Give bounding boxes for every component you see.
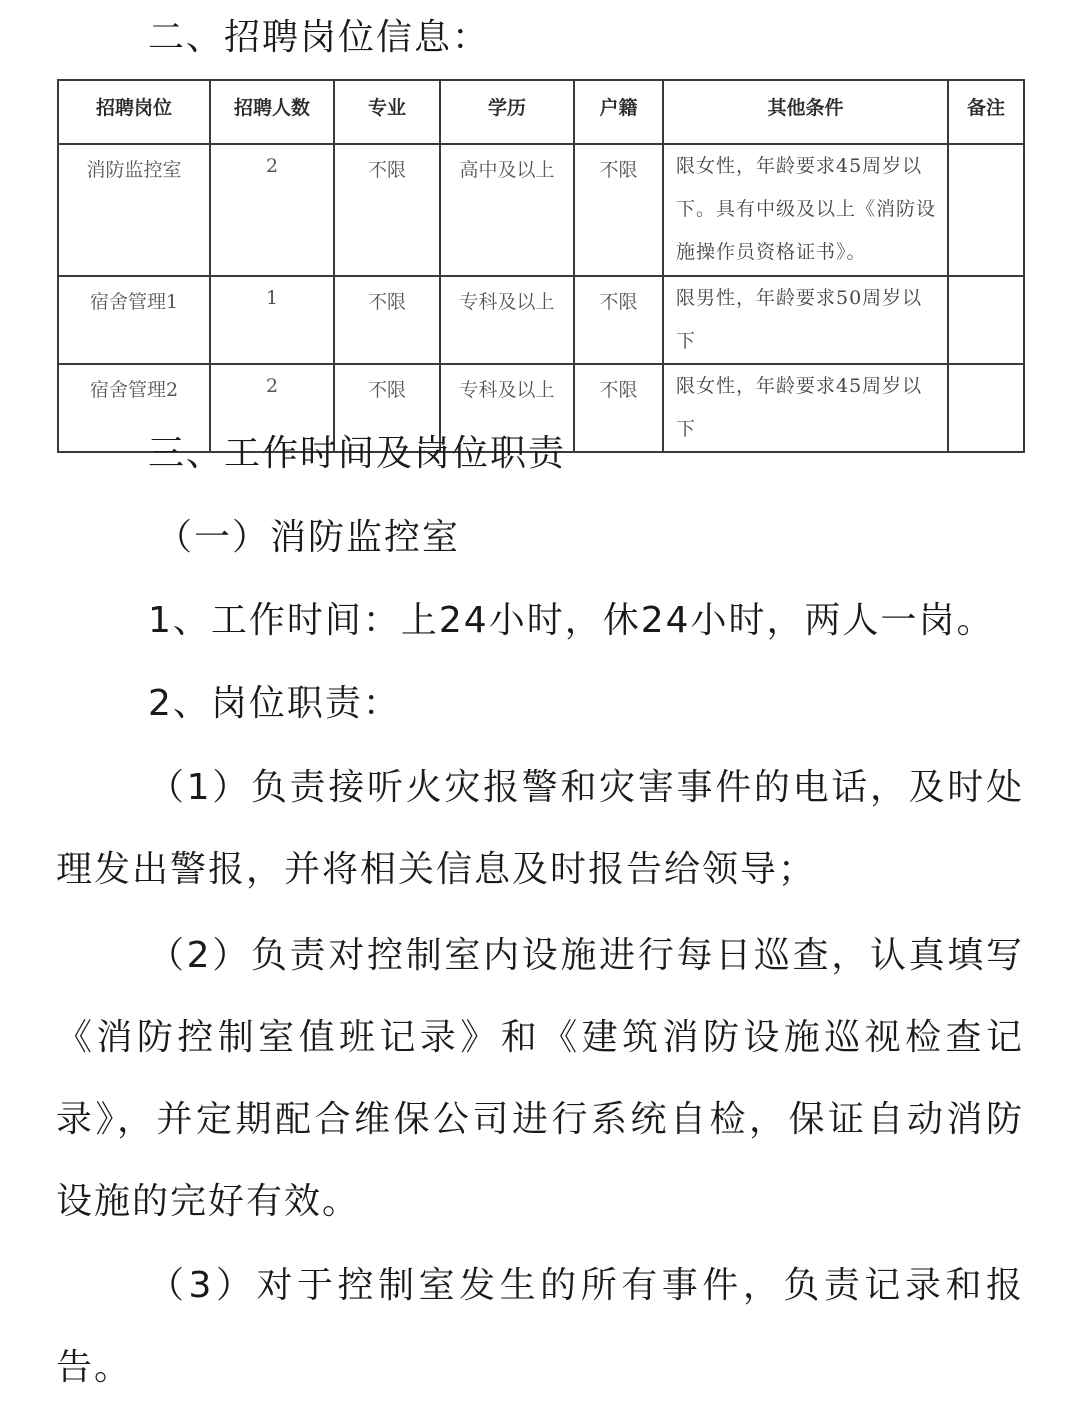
cell-count: 1 <box>210 276 334 364</box>
cell-major: 不限 <box>334 144 440 276</box>
work-time-line: 1、工作时间：上24小时，休24小时，两人一岗。 <box>148 600 995 641</box>
cell-education: 高中及以上 <box>440 144 574 276</box>
cell-count: 2 <box>210 144 334 276</box>
header-education: 学历 <box>440 80 574 144</box>
table-row <box>58 144 1024 276</box>
duties-title: 2、岗位职责： <box>148 683 401 724</box>
cell-remark <box>948 144 1024 276</box>
cell-count: 2 <box>210 364 334 452</box>
cell-other: 限女性，年龄要求45周岁以下。具有中级及以上《消防设施操作员资格证书》。 <box>663 144 948 276</box>
subsection-fire-control-room: （一）消防监控室 <box>156 517 461 558</box>
header-count: 招聘人数 <box>210 80 334 144</box>
duty-item-3: （3）对于控制室发生的所有事件，负责记录和报告。 <box>56 1265 1024 1388</box>
cell-education: 专科及以上 <box>440 276 574 364</box>
cell-position: 宿舍管理2 <box>58 364 210 452</box>
cell-position: 宿舍管理1 <box>58 276 210 364</box>
cell-position: 消防监控室 <box>58 144 210 276</box>
cell-major: 不限 <box>334 364 440 452</box>
header-remark: 备注 <box>948 80 1024 144</box>
recruitment-table <box>57 79 1025 453</box>
header-major: 专业 <box>334 80 440 144</box>
table-row <box>58 276 1024 364</box>
cell-hukou: 不限 <box>574 276 663 364</box>
duty-item-1: （1）负责接听火灾报警和灾害事件的电话，及时处理发出警报，并将相关信息及时报告给领导； <box>56 767 1024 890</box>
section3-heading: 三、工作时间及岗位职责 <box>148 433 567 474</box>
section2-heading: 二、招聘岗位信息： <box>148 17 491 58</box>
cell-major: 不限 <box>334 276 440 364</box>
header-position: 招聘岗位 <box>58 80 210 144</box>
duty-item-2: （2）负责对控制室内设施进行每日巡查，认真填写《消防控制室值班记录》和《建筑消防设施巡视检查记录》，并定期配合维保公司进行系统自检，保证自动消防设施的完好有效。 <box>56 935 1024 1222</box>
cell-remark <box>948 364 1024 452</box>
header-other: 其他条件 <box>663 80 948 144</box>
table-header-row <box>58 80 1024 144</box>
cell-education: 专科及以上 <box>440 364 574 452</box>
cell-remark <box>948 276 1024 364</box>
cell-hukou: 不限 <box>574 364 663 452</box>
cell-other: 限男性，年龄要求50周岁以下 <box>663 276 948 364</box>
cell-hukou: 不限 <box>574 144 663 276</box>
cell-other: 限女性，年龄要求45周岁以下 <box>663 364 948 452</box>
header-hukou: 户籍 <box>574 80 663 144</box>
